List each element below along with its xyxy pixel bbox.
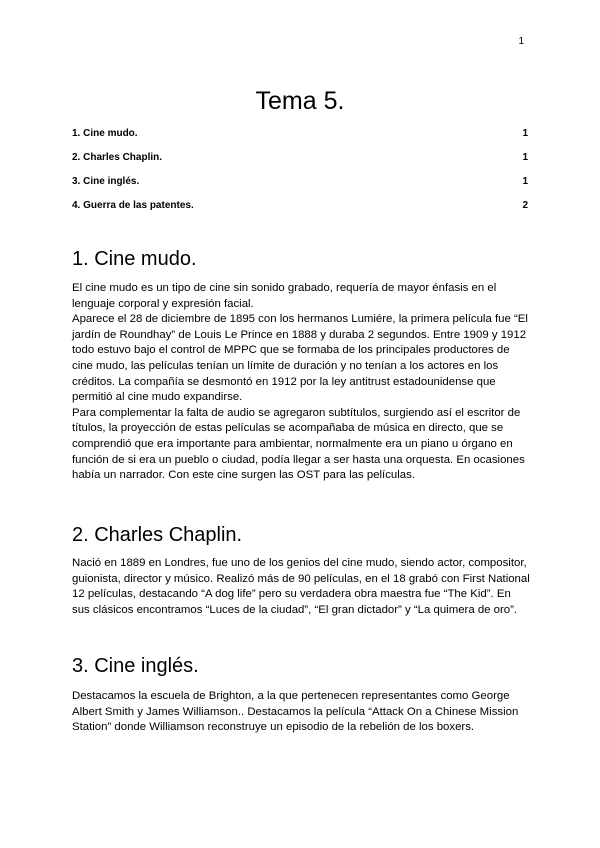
paragraph: Aparece el 28 de diciembre de 1895 con los hermanos Lumiére, la primera película fue “El jardín de Roundhay” de Louis Le Prince en 1888 y duraba 2 segundos. Entre 1909 y 1912 todo estuvo bajo el control de MPPC que se formaba de los principales productores de cine mudo, las películas tenían un límite de duración y no tenían a los actores en los créditos. La compañía se desmontó en 1912 por la ley antitrust estadounidense que permitió al cine mudo expandirse.	[72, 313, 528, 404]
toc-entry-label: 4. Guerra de las patentes.	[72, 200, 194, 211]
paragraph: Para complementar la falta de audio se agregaron subtítulos, surgiendo así el escritor de títulos, la proyección de estas películas se acompañaba de música en directo, que se comprendió que era importante para ambientar, normalmente era un piano u órgano en función de si era un pueblo o ciudad, podía llegar a ser hasta una orquesta. En ocasiones había un narrador. Con este cine surgen las OST para las películas.	[72, 406, 525, 482]
toc-entry-page: 2	[522, 200, 528, 211]
toc-entry-page: 1	[522, 128, 528, 139]
page-number: 1	[518, 36, 524, 47]
toc-entry-page: 1	[522, 176, 528, 187]
paragraph: El cine mudo es un tipo de cine sin sonido grabado, requería de mayor énfasis en el lenguaje corporal y expresión facial.	[72, 282, 497, 310]
document-title: Tema 5.	[255, 86, 345, 115]
table-of-contents	[72, 127, 528, 223]
toc-entry[interactable]	[72, 151, 528, 175]
paragraph: Nació en 1889 en Londres, fue uno de los genios del cine mudo, siendo actor, compositor, guionista, director y músico. Realizó más de 90 películas, en el 18 grabó con First National 12 películas, destacando “A dog life” pero su verdadera obra maestra fue “The Kid”. En sus clásicos encontramos “Luces de la ciudad”, “El gran dictador” y “La quimera de oro”.	[72, 557, 530, 616]
toc-entry[interactable]	[72, 199, 528, 223]
section-body-chaplin	[72, 556, 530, 618]
toc-entry[interactable]	[72, 127, 528, 151]
section-heading-cine-mudo: 1. Cine mudo.	[72, 248, 197, 270]
toc-entry-label: 2. Charles Chaplin.	[72, 152, 163, 163]
toc-entry-page: 1	[522, 152, 528, 163]
section-body-cine-mudo	[72, 281, 530, 484]
section-heading-cine-ingles: 3. Cine inglés.	[72, 655, 199, 677]
toc-entry-label: 3. Cine inglés.	[72, 176, 140, 187]
paragraph: Destacamos la escuela de Brighton, a la que pertenecen representantes como George Albert Smith y James Williamson.. Destacamos la película “Attack On a Chinese Mission Station” donde Williamson reconstruye un episodio de la rebelión de los boxers.	[72, 690, 519, 734]
section-heading-chaplin: 2. Charles Chaplin.	[72, 524, 243, 546]
toc-entry[interactable]	[72, 175, 528, 199]
section-body-cine-ingles	[72, 689, 530, 736]
toc-entry-label: 1. Cine mudo.	[72, 128, 138, 139]
